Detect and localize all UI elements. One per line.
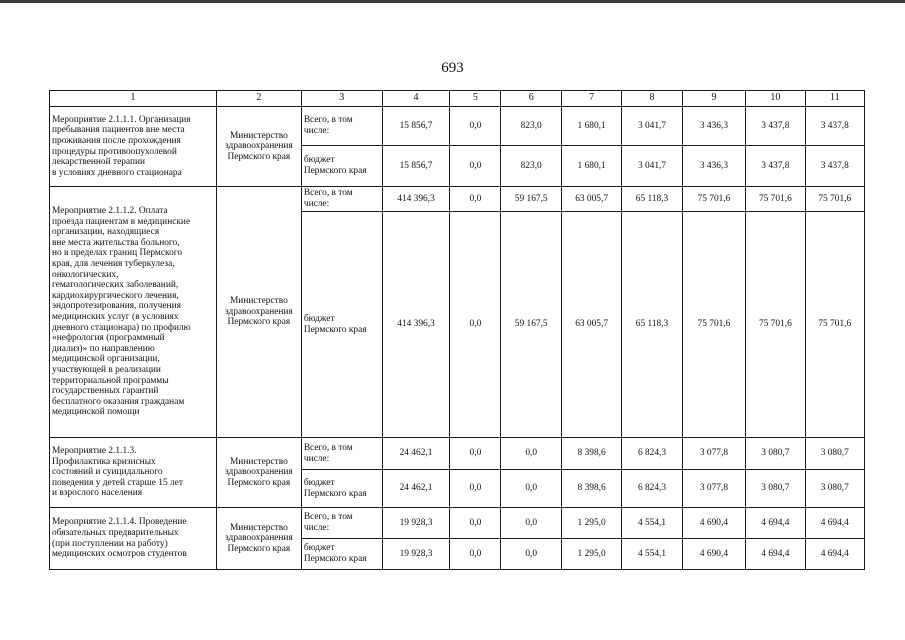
description-line: территориальной программы xyxy=(52,375,169,386)
amount-cell: 414 396,3 xyxy=(382,212,450,438)
funding-source xyxy=(301,438,382,470)
amount-cell: 1 680,1 xyxy=(561,107,621,146)
amount-cell: 8 398,6 xyxy=(561,470,621,508)
amount-cell: 0,0 xyxy=(450,212,501,438)
measure-description xyxy=(50,107,217,187)
description-line: и взрослого населения xyxy=(52,488,143,499)
header-cell: 10 xyxy=(746,91,805,107)
description-line: участвующей в реализации xyxy=(52,364,161,375)
amount-cell: 75 701,6 xyxy=(682,212,745,438)
amount-cell: 8 398,6 xyxy=(561,438,621,470)
amount-cell: 6 824,3 xyxy=(622,438,682,470)
amount-cell: 4 694,4 xyxy=(805,539,864,570)
amount-cell: 3 436,3 xyxy=(682,146,745,187)
source-line: Всего, в том xyxy=(303,442,353,453)
amount-cell: 65 118,3 xyxy=(622,187,682,212)
amount-cell: 4 694,4 xyxy=(746,539,805,570)
amount-cell: 3 080,7 xyxy=(746,438,805,470)
header-cell: 9 xyxy=(682,91,745,107)
header-row xyxy=(50,91,865,107)
description-line: медицинской помощи xyxy=(52,407,140,418)
funding-source xyxy=(301,146,382,187)
amount-cell: 1 680,1 xyxy=(561,146,621,187)
executor-line: Министерство xyxy=(229,456,288,467)
amount-cell: 19 928,3 xyxy=(382,508,450,539)
amount-cell: 3 436,3 xyxy=(682,107,745,146)
amount-cell: 0,0 xyxy=(501,508,561,539)
amount-cell: 63 005,7 xyxy=(561,212,621,438)
amount-cell: 0,0 xyxy=(450,539,501,570)
amount-cell: 3 080,7 xyxy=(805,438,864,470)
source-line: Пермского края xyxy=(303,488,367,499)
amount-cell: 3 077,8 xyxy=(682,438,745,470)
source-line: числе: xyxy=(303,126,330,136)
description-line: обязательных предварительных xyxy=(52,527,179,538)
amount-cell: 6 824,3 xyxy=(622,470,682,508)
amount-cell: 0,0 xyxy=(501,438,561,470)
amount-cell: 3 077,8 xyxy=(682,470,745,508)
description-line: края, для лечения туберкулеза, xyxy=(52,259,175,270)
header-cell: 5 xyxy=(450,91,501,107)
amount-cell: 0,0 xyxy=(450,146,501,187)
description-line: проезда пациентам в медицинские xyxy=(52,216,191,227)
amount-cell: 823,0 xyxy=(501,107,561,146)
header-cell: 11 xyxy=(805,91,864,107)
description-line: но в пределах границ Пермского xyxy=(52,248,183,259)
amount-cell: 3 041,7 xyxy=(622,107,682,146)
amount-cell: 4 694,4 xyxy=(805,508,864,539)
header-cell: 3 xyxy=(301,91,382,107)
amount-cell: 75 701,6 xyxy=(805,187,864,212)
description-line: Профилактика кризисных xyxy=(52,456,156,467)
description-line: Мероприятие 2.1.1.3. xyxy=(52,446,137,457)
amount-cell: 3 437,8 xyxy=(746,107,805,146)
measure-description xyxy=(50,438,217,508)
description-line: дневного стационара) по профилю xyxy=(52,322,191,333)
amount-cell: 3 080,7 xyxy=(805,470,864,508)
amount-cell: 0,0 xyxy=(450,470,501,508)
amount-cell: 1 295,0 xyxy=(561,539,621,570)
description-line: медицинской организации, xyxy=(52,354,160,365)
description-line: бесплатного оказания гражданам xyxy=(52,396,185,407)
executor-line: Министерство xyxy=(229,296,288,307)
amount-cell: 0,0 xyxy=(450,107,501,146)
amount-cell: 59 167,5 xyxy=(501,187,561,212)
description-line: эндопротезирования, получения xyxy=(52,301,181,312)
amount-cell: 0,0 xyxy=(450,187,501,212)
amount-cell: 3 041,7 xyxy=(622,146,682,187)
source-line: бюджет xyxy=(303,543,335,554)
amount-cell: 1 295,0 xyxy=(561,508,621,539)
executor-line: здравоохранения xyxy=(225,141,293,152)
description-line: медицинских осмотров студентов xyxy=(52,549,187,560)
source-line: бюджет xyxy=(303,477,335,488)
amount-cell: 3 437,8 xyxy=(746,146,805,187)
executor-line: Пермского края xyxy=(227,477,291,488)
table-row xyxy=(50,187,865,212)
table-row xyxy=(50,438,865,470)
amount-cell: 75 701,6 xyxy=(746,212,805,438)
description-line: организации, находящиеся xyxy=(52,227,160,238)
measure-description xyxy=(50,187,217,438)
header-cell: 8 xyxy=(622,91,682,107)
description-line: кардиохирургического лечения, xyxy=(52,290,179,301)
header-cell: 6 xyxy=(501,91,561,107)
responsible-executor xyxy=(216,187,301,438)
funding-table xyxy=(49,90,865,570)
source-line: бюджет xyxy=(303,313,335,324)
description-line: процедуры противоопухолевой xyxy=(52,146,177,157)
description-line: пребывания пациентов вне места xyxy=(52,125,185,136)
responsible-executor xyxy=(216,508,301,570)
executor-line: Пермского края xyxy=(227,543,291,554)
amount-cell: 3 080,7 xyxy=(746,470,805,508)
responsible-executor xyxy=(216,438,301,508)
source-line: числе: xyxy=(303,199,330,209)
executor-line: Министерство xyxy=(229,522,288,533)
description-line: состояний и суицидального xyxy=(52,467,163,478)
source-line: Всего, в том xyxy=(303,188,353,199)
source-line: Пермского края xyxy=(303,324,367,335)
header-cell: 7 xyxy=(561,91,621,107)
amount-cell: 0,0 xyxy=(450,438,501,470)
amount-cell: 75 701,6 xyxy=(805,212,864,438)
table-row xyxy=(50,508,865,539)
amount-cell: 15 856,7 xyxy=(382,107,450,146)
amount-cell: 4 690,4 xyxy=(682,508,745,539)
executor-line: здравоохранения xyxy=(225,306,293,317)
header-cell: 1 xyxy=(50,91,217,107)
table-row xyxy=(50,107,865,146)
amount-cell: 75 701,6 xyxy=(746,187,805,212)
funding-source xyxy=(301,508,382,539)
page-number: 693 xyxy=(441,60,464,76)
amount-cell: 63 005,7 xyxy=(561,187,621,212)
description-line: вне места жительства больного, xyxy=(52,237,180,248)
description-line: поведения у детей старше 15 лет xyxy=(52,477,183,488)
header-cell: 2 xyxy=(216,91,301,107)
amount-cell: 3 437,8 xyxy=(805,107,864,146)
amount-cell: 823,0 xyxy=(501,146,561,187)
amount-cell: 0,0 xyxy=(501,470,561,508)
executor-line: Министерство xyxy=(229,130,288,141)
description-line: проживания после прохождения xyxy=(52,135,181,146)
amount-cell: 3 437,8 xyxy=(805,146,864,187)
header-cell: 4 xyxy=(382,91,450,107)
source-line: числе: xyxy=(303,523,330,533)
executor-line: Пермского края xyxy=(227,151,291,162)
source-line: Всего, в том xyxy=(303,512,353,523)
source-line: бюджет xyxy=(303,155,335,166)
source-line: числе: xyxy=(303,453,330,464)
funding-source xyxy=(301,107,382,146)
description-line: онкологических, xyxy=(52,269,119,280)
amount-cell: 4 690,4 xyxy=(682,539,745,570)
measure-description xyxy=(50,508,217,570)
executor-line: здравоохранения xyxy=(225,467,293,478)
executor-line: здравоохранения xyxy=(225,533,293,544)
amount-cell: 75 701,6 xyxy=(682,187,745,212)
amount-cell: 24 462,1 xyxy=(382,438,450,470)
executor-line: Пермского края xyxy=(227,317,291,328)
description-line: Мероприятие 2.1.1.4. Проведение xyxy=(52,517,187,528)
description-line: Мероприятие 2.1.1.2. Оплата xyxy=(52,206,168,217)
page-top-edge xyxy=(0,0,905,3)
description-line: в условиях дневного стационара xyxy=(52,167,182,178)
funding-source xyxy=(301,187,382,212)
table-body xyxy=(50,107,865,570)
amount-cell: 24 462,1 xyxy=(382,470,450,508)
description-line: лекарственной терапии xyxy=(52,157,146,168)
description-line: (при поступлении на работу) xyxy=(52,538,168,549)
amount-cell: 15 856,7 xyxy=(382,146,450,187)
amount-cell: 19 928,3 xyxy=(382,539,450,570)
funding-source xyxy=(301,212,382,438)
amount-cell: 4 694,4 xyxy=(746,508,805,539)
amount-cell: 0,0 xyxy=(450,508,501,539)
description-line: Мероприятие 2.1.1.1. Организация xyxy=(52,114,191,125)
amount-cell: 59 167,5 xyxy=(501,212,561,438)
description-line: «нефрология (программный xyxy=(52,333,165,344)
amount-cell: 65 118,3 xyxy=(622,212,682,438)
amount-cell: 0,0 xyxy=(501,539,561,570)
description-line: государственных гарантий xyxy=(52,386,159,397)
funding-source xyxy=(301,539,382,570)
amount-cell: 414 396,3 xyxy=(382,187,450,212)
funding-source xyxy=(301,470,382,508)
source-line: Пермского края xyxy=(303,554,367,564)
amount-cell: 4 554,1 xyxy=(622,539,682,570)
source-line: Всего, в том xyxy=(303,115,353,126)
description-line: диализ)» по направлению xyxy=(52,343,155,354)
responsible-executor xyxy=(216,107,301,187)
description-line: медицинских услуг (в условиях xyxy=(52,312,179,322)
amount-cell: 4 554,1 xyxy=(622,508,682,539)
source-line: Пермского края xyxy=(303,166,367,176)
description-line: гематологических заболеваний, xyxy=(52,280,179,291)
